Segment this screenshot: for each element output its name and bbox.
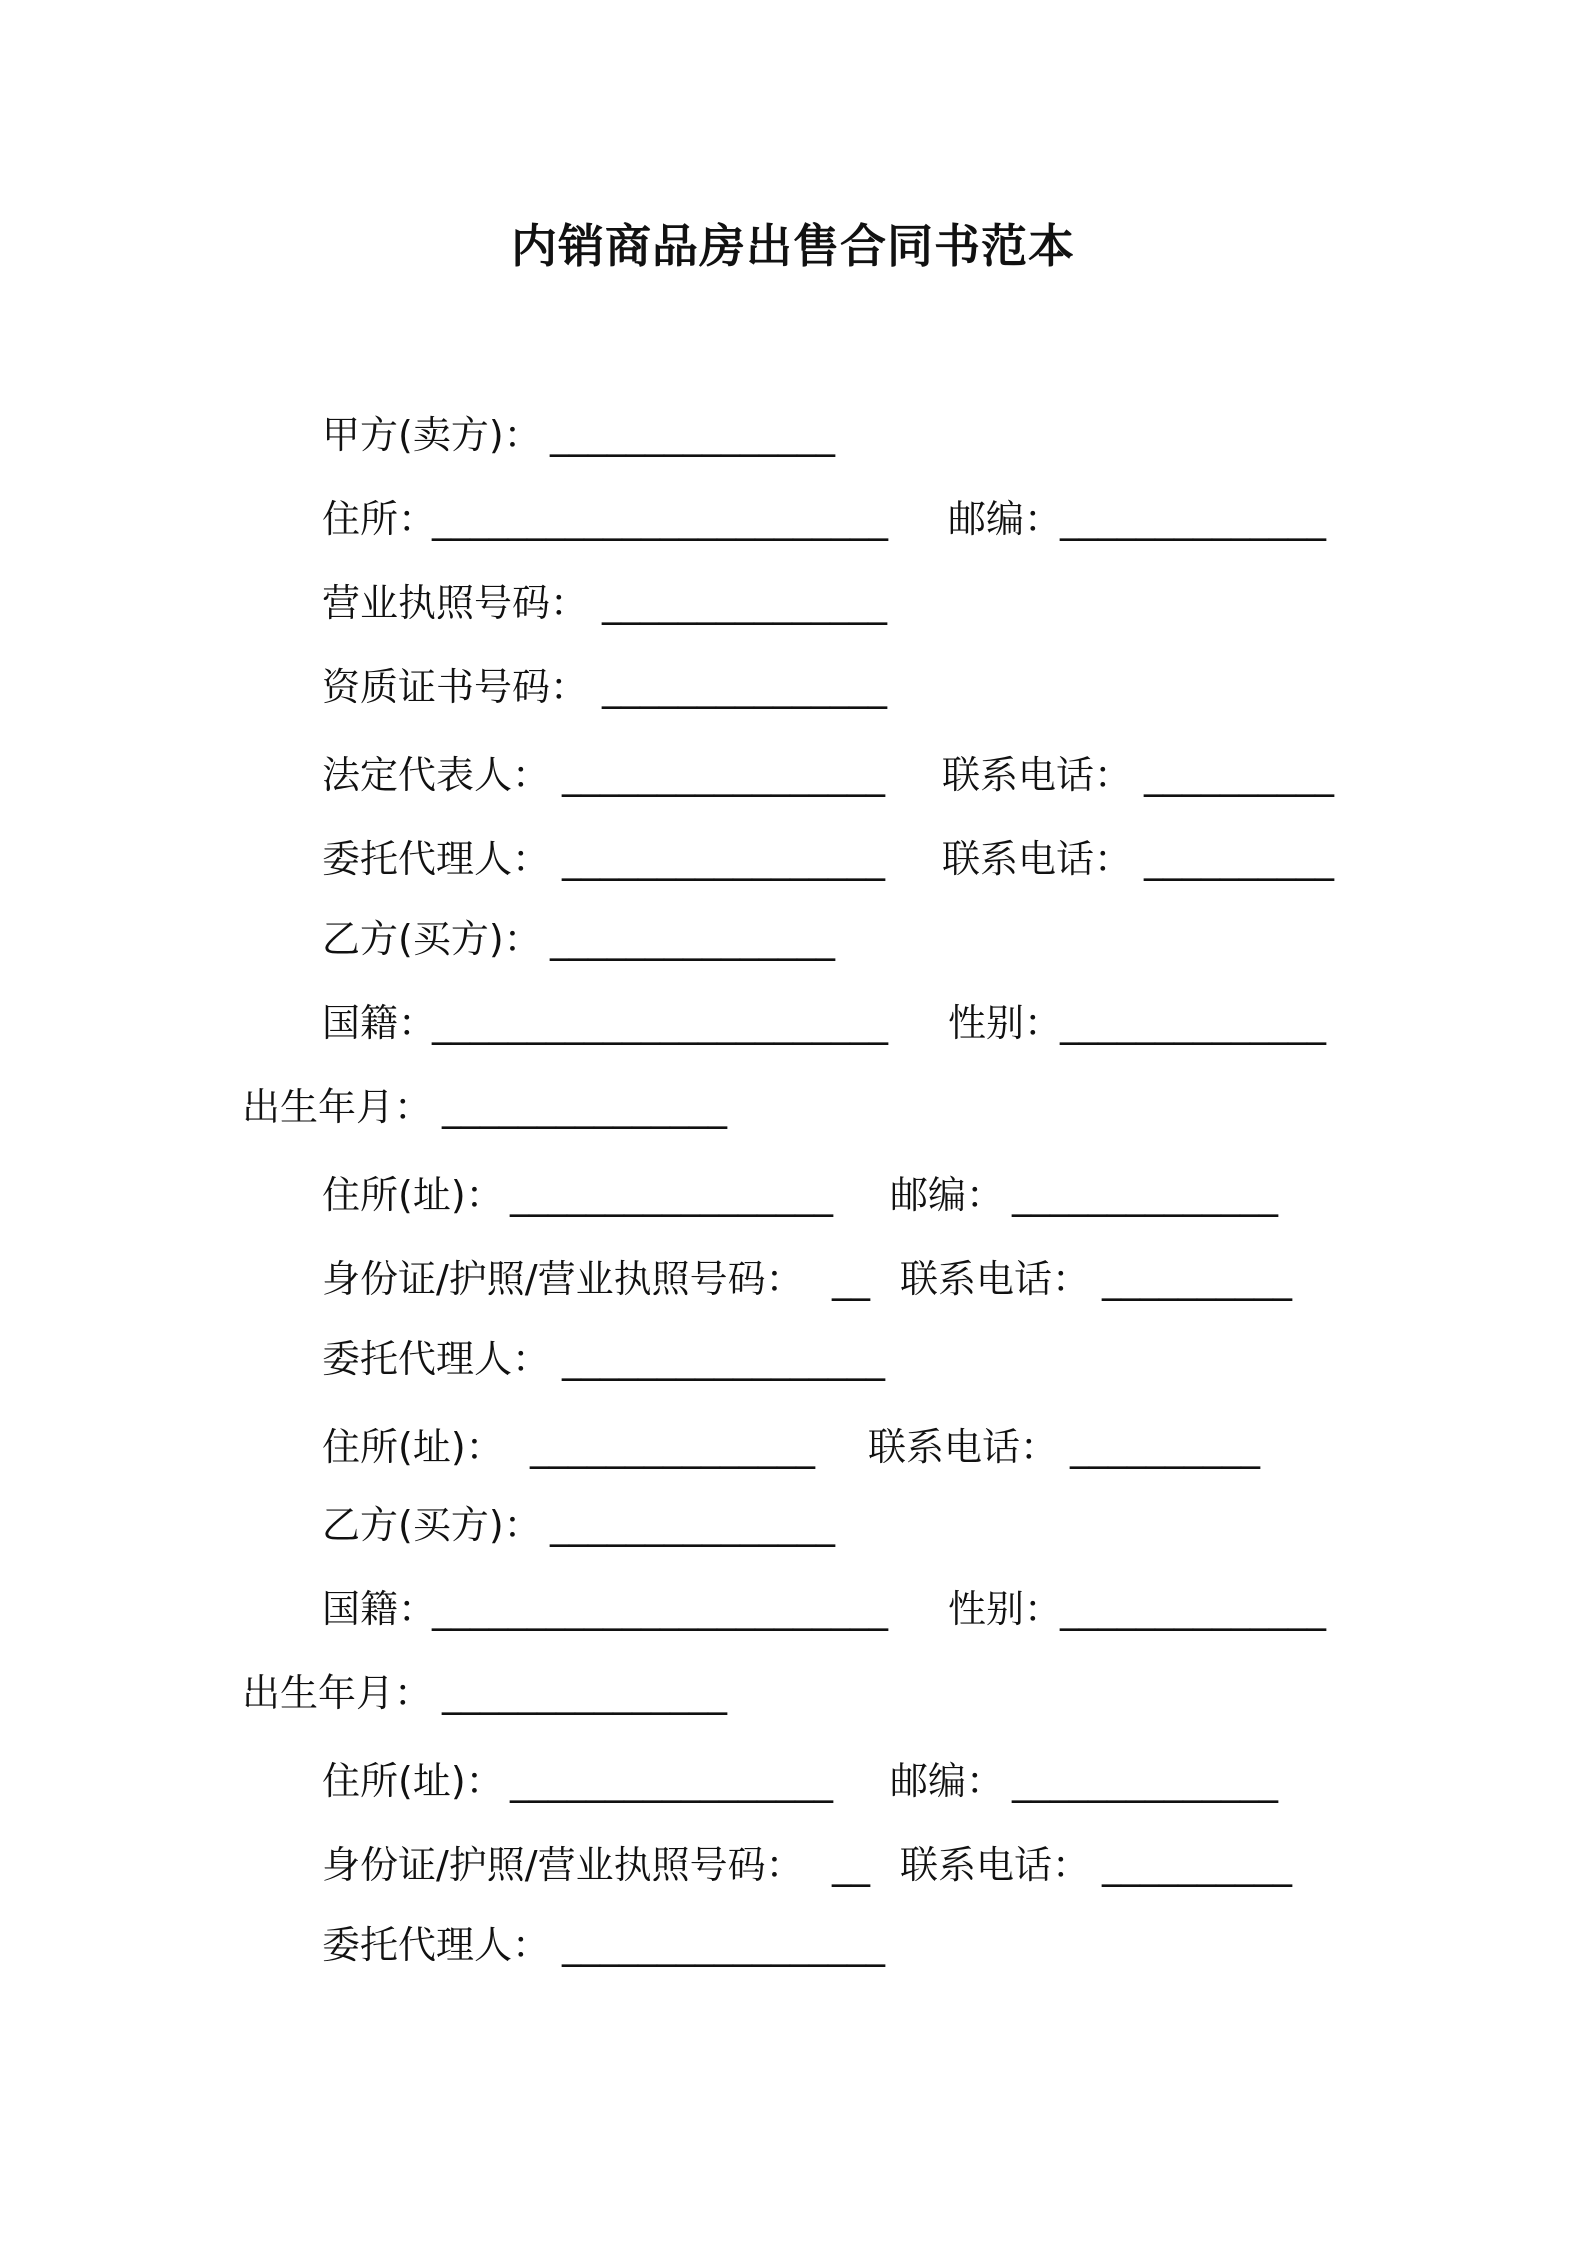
party-b-blank: _______________: [550, 917, 835, 961]
address-blank: _________________: [510, 1173, 833, 1217]
business-license-blank: _______________: [602, 581, 887, 625]
address-blank: ________________________: [432, 497, 888, 541]
phone-blank: __________: [1144, 837, 1334, 881]
party-b-label: 乙方(买方)：: [322, 1503, 542, 1547]
party-b-label: 乙方(买方)：: [322, 917, 542, 961]
postcode-label: 邮编：: [890, 1173, 1005, 1217]
id-number-blank: __: [832, 1843, 870, 1887]
nationality-blank: ________________________: [432, 1001, 888, 1045]
postcode-label: 邮编：: [890, 1759, 1005, 1803]
legal-rep-label: 法定代表人：: [322, 753, 551, 797]
birth-blank: _______________: [442, 1671, 727, 1715]
address-blank: _______________: [530, 1425, 815, 1469]
phone-blank: __________: [1102, 1843, 1292, 1887]
party-a-label: 甲方(卖方)：: [322, 413, 542, 457]
agent-a-label: 委托代理人：: [322, 837, 551, 881]
birth-label: 出生年月：: [242, 1085, 433, 1129]
business-license-label: 营业执照号码：: [322, 581, 589, 625]
gender-blank: ______________: [1060, 1587, 1326, 1631]
postcode-blank: ______________: [1012, 1173, 1278, 1217]
agent-label: 委托代理人：: [322, 1923, 551, 1967]
phone-label: 联系电话：: [900, 1843, 1091, 1887]
nationality-label: 国籍：: [322, 1001, 437, 1045]
address-label: 住所(址)：: [322, 1759, 504, 1803]
address-label: 住所：: [322, 497, 437, 541]
agent-a-blank: _________________: [562, 837, 885, 881]
gender-label: 性别：: [948, 1587, 1063, 1631]
party-a-blank: _______________: [550, 413, 835, 457]
phone-label: 联系电话：: [942, 753, 1133, 797]
phone-label: 联系电话：: [900, 1257, 1091, 1301]
address-blank: _________________: [510, 1759, 833, 1803]
qualification-cert-blank: _______________: [602, 665, 887, 709]
nationality-label: 国籍：: [322, 1587, 437, 1631]
id-number-blank: __: [832, 1257, 870, 1301]
birth-blank: _______________: [442, 1085, 727, 1129]
document-title: 内销商品房出售合同书范本: [511, 219, 1075, 273]
phone-label: 联系电话：: [868, 1425, 1059, 1469]
gender-blank: ______________: [1060, 1001, 1326, 1045]
phone-label: 联系电话：: [942, 837, 1133, 881]
gender-label: 性别：: [948, 1001, 1063, 1045]
agent-label: 委托代理人：: [322, 1337, 551, 1381]
legal-rep-blank: _________________: [562, 753, 885, 797]
postcode-blank: ______________: [1060, 497, 1326, 541]
birth-label: 出生年月：: [242, 1671, 433, 1715]
address-label: 住所(址)：: [322, 1173, 504, 1217]
nationality-blank: ________________________: [432, 1587, 888, 1631]
phone-blank: __________: [1102, 1257, 1292, 1301]
id-number-label: 身份证/护照/营业执照号码：: [322, 1257, 804, 1301]
address-label: 住所(址)：: [322, 1425, 504, 1469]
postcode-blank: ______________: [1012, 1759, 1278, 1803]
party-b-blank: _______________: [550, 1503, 835, 1547]
agent-blank: _________________: [562, 1337, 885, 1381]
agent-blank: _________________: [562, 1923, 885, 1967]
phone-blank: __________: [1144, 753, 1334, 797]
phone-blank: __________: [1070, 1425, 1260, 1469]
qualification-cert-label: 资质证书号码：: [322, 665, 589, 709]
id-number-label: 身份证/护照/营业执照号码：: [322, 1843, 804, 1887]
postcode-label: 邮编：: [948, 497, 1063, 541]
